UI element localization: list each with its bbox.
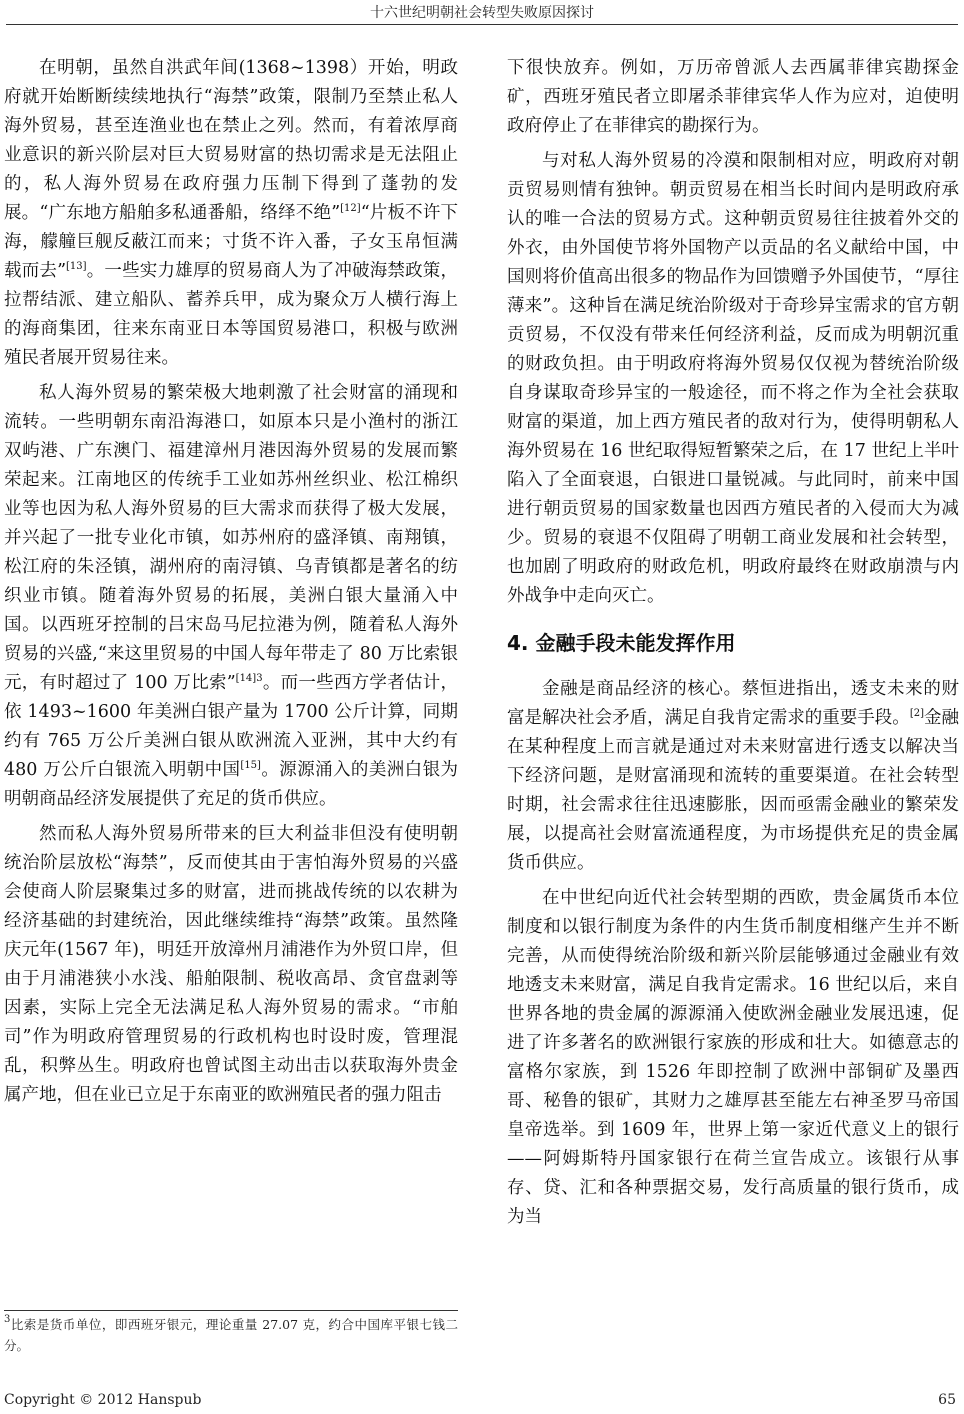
citation-ref: [2]	[909, 708, 924, 719]
footnote-mark: 3	[4, 1314, 11, 1325]
copyright-notice: Copyright © 2012 Hanspub	[4, 1392, 202, 1408]
footnote-rule	[4, 1310, 458, 1311]
right-column	[507, 54, 959, 1238]
right-paragraph-1: 与对私人海外贸易的冷漠和限制相对应，明政府对朝贡贸易则情有独钟。朝贡贸易在相当长时间内是明政府承认的唯一合法的贸易方式。这种朝贡贸易往往披着外交的外衣，由外国使节将外国物产以贡品的名义献给中国，中国则将价值高出很多的物品作为回馈赠予外国使节，“厚往薄来”。这种旨在满足统治阶级对于奇珍异宝需求的官方朝贡贸易，不仅没有带来任何经济利益，反而成为明朝沉重的财政负担。由于明政府将海外贸易仅仅视为替统治阶级自身谋取奇珍异宝的一般途径，而不将之作为全社会获取财富的渠道，加上西方殖民者的敌对行为，使得明朝私人海外贸易在 16 世纪取得短暂繁荣之后，在 17 世纪上半叶陷入了全面衰退，白银进口量锐减。与此同时，前来中国进行朝贡贸易的国家数量也因西方殖民者的入侵而大为减少。贸易的衰退不仅阻碍了明朝工商业发展和社会转型，也加剧了明政府的财政危机，明政府最终在财政崩溃与内外战争中走向灭亡。	[507, 151, 959, 606]
right-paragraph-continued: 下很快放弃。例如，万历帝曾派人去西属菲律宾勘探金矿，西班牙殖民者立即屠杀菲律宾华人作为应对，迫使明政府停止了在菲律宾的勘探行为。	[507, 58, 959, 136]
header-rule	[6, 24, 958, 25]
section-heading: 4. 金融手段未能发挥作用	[507, 631, 736, 655]
citation-ref: [12]	[340, 203, 361, 214]
running-header: 十六世纪明朝社会转型失败原因探讨	[370, 5, 594, 21]
left-column	[4, 54, 458, 1116]
footnote-text: 比索是货币单位，即西班牙银元，理论重量 27.07 克，约合中国库平银七钱二分。	[4, 1317, 458, 1353]
citation-ref: [14]3	[235, 673, 263, 684]
right-paragraph-3: 在中世纪向近代社会转型期的西欧，贵金属货币本位制度和以银行制度为条件的内生货币制度相继产生并不断完善，从而使得统治阶级和新兴阶层能够通过金融业有效地透支未来财富，满足自我肯定需求。16 世纪以后，来自世界各地的贵金属的源源涌入使欧洲金融业发展迅速，促进了许多著名的欧洲银行家族的形成和壮大。如德意志的富格尔家族，到 1526 年即控制了欧洲中部铜矿及墨西哥、秘鲁的银矿，其财力之雄厚甚至能左右神圣罗马帝国皇帝选举。到 1609 年，世界上第一家近代意义上的银行——阿姆斯特丹国家银行在荷兰宣告成立。该银行从事存、贷、汇和各种票据交易，发行高质量的银行货币，成为当	[507, 888, 959, 1227]
citation-ref: [15]	[240, 760, 261, 771]
page-number: 65	[938, 1392, 956, 1408]
citation-ref: [13]	[66, 261, 87, 272]
footnote	[4, 1314, 458, 1356]
left-paragraph-3: 然而私人海外贸易所带来的巨大利益非但没有使明朝统治阶层放松“海禁”，反而使其由于害怕海外贸易的兴盛会使商人阶层聚集过多的财富，进而挑战传统的以农耕为经济基础的封建统治，因此继续维持“海禁”政策。虽然隆庆元年(1567 年)，明廷开放漳州月浦港作为外贸口岸，但由于月浦港狭小水浅、船舶限制、税收高昂、贪官盘剥等因素，实际上完全无法满足私人海外贸易的需求。“市舶司”作为明政府管理贸易的行政机构也时设时废，管理混乱，积弊丛生。明政府也曾试图主动出击以获取海外贵金属产地，但在业已立足于东南亚的欧洲殖民者的强力阻击	[4, 824, 458, 1105]
right-paragraph-2: 金融是商品经济的核心。蔡恒进指出，透支未来的财富是解决社会矛盾，满足自我肯定需求的重要手段。[2]金融在某种程度上而言就是通过对未来财富进行透支以解决当下经济问题，是财富涌现和流转的重要渠道。在社会转型时期，社会需求往往迅速膨胀，因而亟需金融业的繁荣发展，以提高社会财富流通程度，为市场提供充足的贵金属货币供应。	[507, 679, 960, 873]
left-paragraph-2: 私人海外贸易的繁荣极大地刺激了社会财富的涌现和流转。一些明朝东南沿海港口，如原本只是小渔村的浙江双屿港、广东澳门、福建漳州月港因海外贸易的发展而繁荣起来。江南地区的传统手工业如苏州丝织业、松江棉织业等也因为私人海外贸易的巨大需求而获得了极大发展，并兴起了一批专业化市镇，如苏州府的盛泽镇、南翔镇，松江府的朱泾镇，湖州府的南浔镇、乌青镇都是著名的纺织业市镇。随着海外贸易的拓展，美洲白银大量涌入中国。以西班牙控制的吕宋岛马尼拉港为例，随着私人海外贸易的兴盛,“来这里贸易的中国人每年带走了 80 万比索银元，有时超过了 100 万比索”$^{[14]3}$。而一些西方学者估计，依 1493~1600 年美洲白银产量为 1700 公斤计算，同期约有 765 万公斤美洲白银从欧洲流入亚洲，其中大约有 480 万公斤白银流入明朝中国[15]。源源涌入的美洲白银为明朝商品经济发展提供了充足的货币供应。	[4, 383, 458, 809]
left-paragraph-1: 在明朝，虽然自洪武年间(1368~1398）开始，明政府就开始断断续续地执行“海禁”政策，限制乃至禁止私人海外贸易，甚至连渔业也在禁止之列。然而，有着浓厚商业意识的新兴阶层对巨大贸易财富的热切需求是无法阻止的，私人海外贸易在政府强力压制下得到了蓬勃的发展。“广东地方船舶多私通番船，络绎不绝”[12]“片板不许下海，艨艟巨舰反蔽江而来；寸货不许入番，子女玉帛恒满载而去”[13]。一些实力雄厚的贸易商人为了冲破海禁政策，拉帮结派、建立船队、蓄养兵甲，成为聚众万人横行海上的海商集团，往来东南亚日本等国贸易港口，积极与欧洲殖民者展开贸易往来。	[4, 58, 458, 368]
